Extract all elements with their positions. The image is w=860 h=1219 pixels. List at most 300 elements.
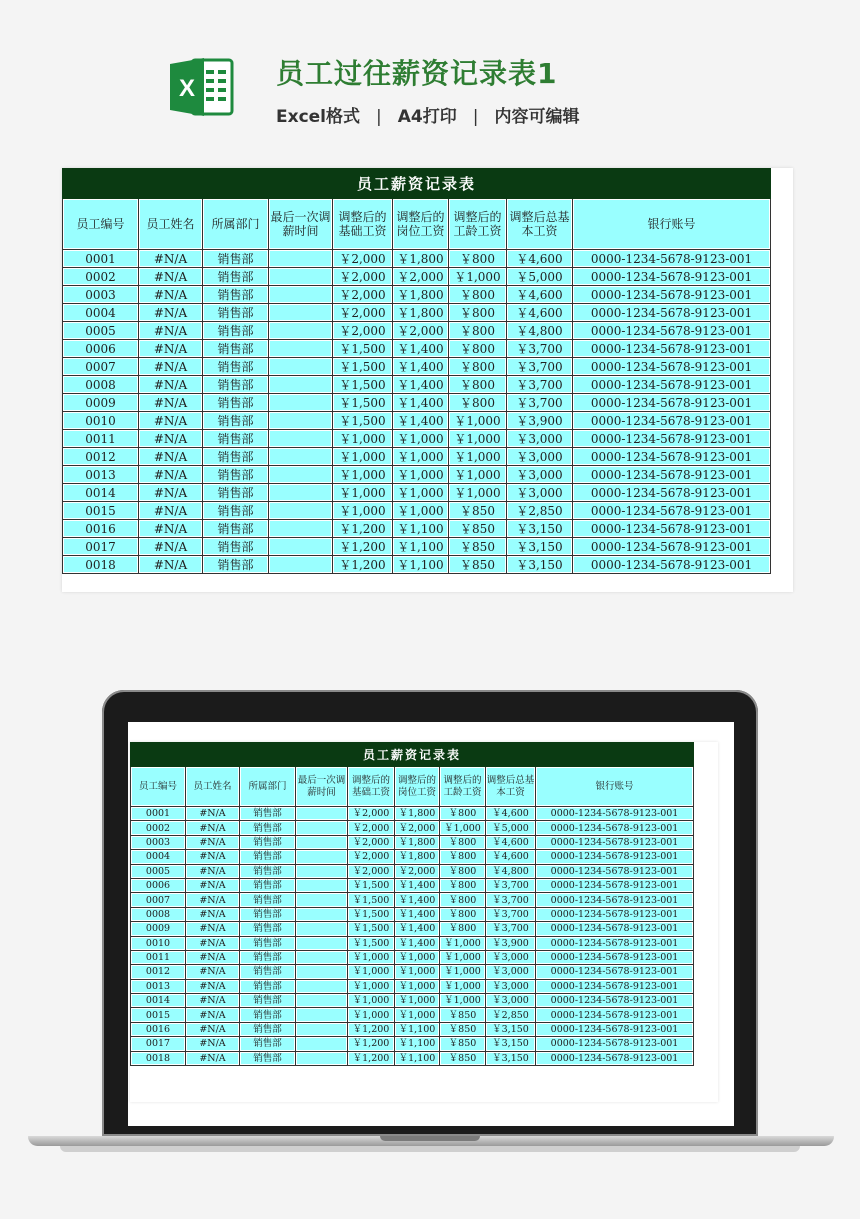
table-cell[interactable]: 销售部 bbox=[203, 304, 269, 322]
table-cell[interactable]: 销售部 bbox=[203, 376, 269, 394]
table-cell[interactable]: ￥3,700 bbox=[507, 340, 573, 358]
table-cell[interactable]: 0009 bbox=[131, 922, 186, 936]
table-cell[interactable]: ￥2,850 bbox=[486, 1008, 536, 1022]
table-cell[interactable]: 0008 bbox=[63, 376, 139, 394]
table-cell[interactable]: 0000-1234-5678-9123-001 bbox=[536, 893, 694, 907]
table-cell[interactable]: ￥1,800 bbox=[393, 304, 449, 322]
table-cell[interactable]: #N/A bbox=[186, 893, 240, 907]
table-cell[interactable]: ￥1,400 bbox=[395, 878, 440, 892]
table-cell[interactable]: ￥2,000 bbox=[333, 250, 393, 268]
table-cell[interactable]: 销售部 bbox=[240, 850, 296, 864]
table-cell[interactable]: 销售部 bbox=[240, 950, 296, 964]
table-cell[interactable]: ￥2,000 bbox=[395, 821, 440, 835]
table-cell[interactable]: #N/A bbox=[139, 268, 203, 286]
table-cell[interactable]: #N/A bbox=[139, 448, 203, 466]
table-cell[interactable]: 销售部 bbox=[240, 936, 296, 950]
table-cell[interactable]: ￥3,150 bbox=[486, 1037, 536, 1051]
table-cell[interactable]: ￥3,900 bbox=[486, 936, 536, 950]
table-cell[interactable]: 0000-1234-5678-9123-001 bbox=[536, 1037, 694, 1051]
table-cell[interactable]: ￥3,150 bbox=[507, 538, 573, 556]
table-cell[interactable]: 销售部 bbox=[240, 1051, 296, 1065]
table-cell[interactable]: 0000-1234-5678-9123-001 bbox=[536, 1022, 694, 1036]
table-cell[interactable]: 0000-1234-5678-9123-001 bbox=[573, 304, 771, 322]
table-cell[interactable]: ￥3,000 bbox=[507, 448, 573, 466]
table-cell[interactable]: 0000-1234-5678-9123-001 bbox=[573, 322, 771, 340]
table-cell[interactable]: 销售部 bbox=[240, 878, 296, 892]
table-cell[interactable]: 0007 bbox=[63, 358, 139, 376]
table-cell[interactable]: #N/A bbox=[139, 502, 203, 520]
table-cell[interactable]: ￥1,200 bbox=[333, 520, 393, 538]
table-cell[interactable]: ￥1,000 bbox=[393, 502, 449, 520]
table-cell[interactable] bbox=[269, 520, 333, 538]
table-cell[interactable]: #N/A bbox=[139, 484, 203, 502]
table-cell[interactable]: ￥1,500 bbox=[333, 394, 393, 412]
table-cell[interactable]: ￥800 bbox=[449, 322, 507, 340]
table-cell[interactable] bbox=[296, 922, 348, 936]
table-cell[interactable]: 0000-1234-5678-9123-001 bbox=[536, 950, 694, 964]
table-cell[interactable]: ￥1,000 bbox=[440, 950, 486, 964]
table-cell[interactable]: #N/A bbox=[186, 922, 240, 936]
table-cell[interactable]: ￥1,000 bbox=[449, 430, 507, 448]
table-cell[interactable]: ￥3,150 bbox=[507, 520, 573, 538]
table-cell[interactable]: ￥3,700 bbox=[507, 358, 573, 376]
table-cell[interactable]: ￥1,000 bbox=[449, 484, 507, 502]
table-cell[interactable]: ￥1,000 bbox=[348, 965, 395, 979]
table-cell[interactable] bbox=[269, 538, 333, 556]
table-cell[interactable]: 0000-1234-5678-9123-001 bbox=[536, 1051, 694, 1065]
table-cell[interactable] bbox=[269, 556, 333, 574]
table-cell[interactable] bbox=[269, 448, 333, 466]
table-cell[interactable]: 0017 bbox=[131, 1037, 186, 1051]
table-cell[interactable]: #N/A bbox=[186, 850, 240, 864]
table-cell[interactable]: 0000-1234-5678-9123-001 bbox=[573, 556, 771, 574]
table-cell[interactable]: 销售部 bbox=[203, 466, 269, 484]
table-cell[interactable]: ￥1,200 bbox=[348, 1022, 395, 1036]
table-cell[interactable]: 0000-1234-5678-9123-001 bbox=[536, 979, 694, 993]
table-cell[interactable]: 0003 bbox=[131, 835, 186, 849]
table-cell[interactable]: 0018 bbox=[63, 556, 139, 574]
table-cell[interactable]: 0000-1234-5678-9123-001 bbox=[536, 807, 694, 821]
table-cell[interactable]: ￥4,600 bbox=[507, 304, 573, 322]
table-cell[interactable] bbox=[296, 850, 348, 864]
table-cell[interactable]: ￥1,000 bbox=[440, 821, 486, 835]
table-cell[interactable]: ￥800 bbox=[440, 850, 486, 864]
table-cell[interactable]: 销售部 bbox=[203, 394, 269, 412]
table-cell[interactable]: ￥1,800 bbox=[395, 807, 440, 821]
table-cell[interactable]: 销售部 bbox=[203, 484, 269, 502]
table-cell[interactable]: ￥1,500 bbox=[348, 936, 395, 950]
table-cell[interactable]: 0015 bbox=[131, 1008, 186, 1022]
table-cell[interactable] bbox=[269, 484, 333, 502]
table-cell[interactable]: ￥800 bbox=[440, 907, 486, 921]
table-cell[interactable]: #N/A bbox=[139, 520, 203, 538]
table-cell[interactable]: ￥1,400 bbox=[395, 893, 440, 907]
table-cell[interactable]: ￥3,000 bbox=[507, 466, 573, 484]
table-cell[interactable]: ￥1,000 bbox=[393, 430, 449, 448]
table-cell[interactable]: 0000-1234-5678-9123-001 bbox=[573, 430, 771, 448]
table-cell[interactable] bbox=[269, 502, 333, 520]
table-cell[interactable]: 销售部 bbox=[203, 412, 269, 430]
table-cell[interactable]: 0015 bbox=[63, 502, 139, 520]
table-cell[interactable]: ￥3,700 bbox=[507, 394, 573, 412]
table-cell[interactable]: #N/A bbox=[186, 907, 240, 921]
table-cell[interactable]: ￥1,500 bbox=[348, 907, 395, 921]
table-cell[interactable]: #N/A bbox=[186, 979, 240, 993]
table-cell[interactable] bbox=[269, 430, 333, 448]
table-cell[interactable]: ￥4,800 bbox=[507, 322, 573, 340]
table-cell[interactable]: 销售部 bbox=[240, 922, 296, 936]
table-cell[interactable]: ￥1,500 bbox=[348, 922, 395, 936]
table-cell[interactable]: ￥5,000 bbox=[507, 268, 573, 286]
table-cell[interactable]: 销售部 bbox=[203, 340, 269, 358]
table-cell[interactable]: ￥1,100 bbox=[393, 556, 449, 574]
table-cell[interactable]: ￥1,000 bbox=[348, 950, 395, 964]
table-cell[interactable] bbox=[296, 835, 348, 849]
table-cell[interactable]: #N/A bbox=[139, 286, 203, 304]
table-cell[interactable]: ￥1,000 bbox=[348, 994, 395, 1008]
table-cell[interactable]: ￥800 bbox=[440, 835, 486, 849]
table-cell[interactable]: ￥800 bbox=[449, 394, 507, 412]
table-cell[interactable]: 0000-1234-5678-9123-001 bbox=[536, 994, 694, 1008]
table-cell[interactable]: ￥4,800 bbox=[486, 864, 536, 878]
table-cell[interactable]: 0001 bbox=[131, 807, 186, 821]
table-cell[interactable] bbox=[269, 268, 333, 286]
table-cell[interactable]: ￥3,900 bbox=[507, 412, 573, 430]
table-cell[interactable]: ￥1,000 bbox=[333, 502, 393, 520]
table-cell[interactable]: #N/A bbox=[139, 250, 203, 268]
table-cell[interactable]: #N/A bbox=[186, 936, 240, 950]
table-cell[interactable]: ￥800 bbox=[449, 304, 507, 322]
table-cell[interactable]: ￥800 bbox=[440, 878, 486, 892]
table-cell[interactable]: 0000-1234-5678-9123-001 bbox=[573, 394, 771, 412]
table-cell[interactable]: ￥1,000 bbox=[395, 950, 440, 964]
table-cell[interactable]: ￥1,000 bbox=[449, 412, 507, 430]
table-cell[interactable]: 销售部 bbox=[203, 538, 269, 556]
table-cell[interactable]: ￥4,600 bbox=[507, 250, 573, 268]
table-cell[interactable]: 0000-1234-5678-9123-001 bbox=[573, 448, 771, 466]
table-cell[interactable]: #N/A bbox=[186, 1051, 240, 1065]
table-cell[interactable] bbox=[269, 466, 333, 484]
table-cell[interactable]: ￥2,000 bbox=[395, 864, 440, 878]
table-cell[interactable]: 0008 bbox=[131, 907, 186, 921]
table-cell[interactable] bbox=[269, 358, 333, 376]
table-cell[interactable]: 销售部 bbox=[203, 268, 269, 286]
table-cell[interactable]: ￥850 bbox=[440, 1008, 486, 1022]
table-cell[interactable]: ￥1,100 bbox=[393, 538, 449, 556]
table-cell[interactable]: ￥850 bbox=[449, 520, 507, 538]
table-cell[interactable]: 0000-1234-5678-9123-001 bbox=[536, 1008, 694, 1022]
table-cell[interactable]: 销售部 bbox=[203, 322, 269, 340]
table-cell[interactable]: 0000-1234-5678-9123-001 bbox=[536, 821, 694, 835]
table-cell[interactable] bbox=[296, 893, 348, 907]
table-cell[interactable]: ￥2,000 bbox=[333, 268, 393, 286]
table-cell[interactable]: ￥850 bbox=[449, 538, 507, 556]
table-cell[interactable]: ￥1,500 bbox=[348, 893, 395, 907]
table-cell[interactable] bbox=[269, 340, 333, 358]
table-cell[interactable]: ￥1,200 bbox=[348, 1051, 395, 1065]
table-cell[interactable]: ￥1,000 bbox=[449, 448, 507, 466]
table-cell[interactable] bbox=[296, 936, 348, 950]
table-cell[interactable]: 0007 bbox=[131, 893, 186, 907]
table-cell[interactable] bbox=[296, 965, 348, 979]
table-cell[interactable]: ￥1,400 bbox=[393, 376, 449, 394]
table-cell[interactable]: 销售部 bbox=[240, 807, 296, 821]
table-cell[interactable]: 0013 bbox=[63, 466, 139, 484]
table-cell[interactable]: 0003 bbox=[63, 286, 139, 304]
table-cell[interactable]: ￥800 bbox=[440, 864, 486, 878]
table-cell[interactable]: 0009 bbox=[63, 394, 139, 412]
table-cell[interactable] bbox=[296, 994, 348, 1008]
table-cell[interactable]: ￥3,700 bbox=[486, 907, 536, 921]
table-cell[interactable]: 销售部 bbox=[203, 250, 269, 268]
table-cell[interactable]: ￥1,100 bbox=[395, 1022, 440, 1036]
table-cell[interactable]: 销售部 bbox=[240, 1037, 296, 1051]
table-cell[interactable]: ￥3,000 bbox=[486, 950, 536, 964]
table-cell[interactable]: 销售部 bbox=[240, 1022, 296, 1036]
table-cell[interactable]: ￥2,000 bbox=[333, 304, 393, 322]
table-cell[interactable]: 销售部 bbox=[240, 994, 296, 1008]
table-cell[interactable]: ￥2,000 bbox=[333, 286, 393, 304]
table-cell[interactable]: ￥2,000 bbox=[348, 850, 395, 864]
table-cell[interactable]: 0000-1234-5678-9123-001 bbox=[536, 922, 694, 936]
table-cell[interactable]: ￥2,000 bbox=[348, 807, 395, 821]
table-cell[interactable]: ￥4,600 bbox=[486, 807, 536, 821]
table-cell[interactable] bbox=[296, 907, 348, 921]
table-cell[interactable]: ￥1,500 bbox=[333, 358, 393, 376]
table-cell[interactable]: ￥1,500 bbox=[333, 340, 393, 358]
table-cell[interactable]: 0011 bbox=[131, 950, 186, 964]
table-cell[interactable]: 0016 bbox=[63, 520, 139, 538]
table-cell[interactable]: ￥2,000 bbox=[333, 322, 393, 340]
table-cell[interactable]: ￥1,000 bbox=[348, 1008, 395, 1022]
table-cell[interactable]: 0000-1234-5678-9123-001 bbox=[573, 484, 771, 502]
table-cell[interactable] bbox=[296, 864, 348, 878]
table-cell[interactable]: ￥1,400 bbox=[395, 936, 440, 950]
table-cell[interactable]: 0000-1234-5678-9123-001 bbox=[536, 878, 694, 892]
table-cell[interactable]: ￥1,800 bbox=[393, 286, 449, 304]
table-cell[interactable]: 0000-1234-5678-9123-001 bbox=[573, 286, 771, 304]
table-cell[interactable] bbox=[269, 376, 333, 394]
table-cell[interactable]: #N/A bbox=[186, 864, 240, 878]
table-cell[interactable]: 0006 bbox=[63, 340, 139, 358]
table-cell[interactable]: 0005 bbox=[131, 864, 186, 878]
table-cell[interactable]: ￥1,500 bbox=[348, 878, 395, 892]
table-cell[interactable]: 0001 bbox=[63, 250, 139, 268]
table-cell[interactable] bbox=[296, 807, 348, 821]
table-cell[interactable]: #N/A bbox=[186, 821, 240, 835]
table-cell[interactable]: 0000-1234-5678-9123-001 bbox=[536, 965, 694, 979]
table-cell[interactable]: 0005 bbox=[63, 322, 139, 340]
table-cell[interactable]: ￥4,600 bbox=[486, 850, 536, 864]
table-cell[interactable] bbox=[296, 821, 348, 835]
table-cell[interactable]: ￥3,150 bbox=[486, 1051, 536, 1065]
table-cell[interactable]: ￥3,700 bbox=[486, 893, 536, 907]
table-cell[interactable]: #N/A bbox=[139, 340, 203, 358]
table-cell[interactable]: ￥1,800 bbox=[393, 250, 449, 268]
table-cell[interactable]: 0000-1234-5678-9123-001 bbox=[536, 850, 694, 864]
table-cell[interactable]: ￥850 bbox=[440, 1022, 486, 1036]
table-cell[interactable]: 0000-1234-5678-9123-001 bbox=[573, 520, 771, 538]
table-cell[interactable] bbox=[296, 950, 348, 964]
table-cell[interactable]: ￥800 bbox=[440, 922, 486, 936]
table-cell[interactable]: ￥1,200 bbox=[348, 1037, 395, 1051]
table-cell[interactable]: 0013 bbox=[131, 979, 186, 993]
table-cell[interactable]: #N/A bbox=[186, 965, 240, 979]
table-cell[interactable] bbox=[296, 979, 348, 993]
table-cell[interactable]: ￥1,000 bbox=[333, 484, 393, 502]
table-cell[interactable]: #N/A bbox=[139, 412, 203, 430]
table-cell[interactable] bbox=[296, 1051, 348, 1065]
table-cell[interactable]: 销售部 bbox=[240, 979, 296, 993]
table-cell[interactable]: 0004 bbox=[131, 850, 186, 864]
table-cell[interactable]: 0017 bbox=[63, 538, 139, 556]
table-cell[interactable]: 0000-1234-5678-9123-001 bbox=[573, 412, 771, 430]
table-cell[interactable]: 0000-1234-5678-9123-001 bbox=[573, 466, 771, 484]
table-cell[interactable]: ￥1,000 bbox=[333, 466, 393, 484]
table-cell[interactable]: ￥800 bbox=[449, 250, 507, 268]
table-cell[interactable]: 0000-1234-5678-9123-001 bbox=[536, 936, 694, 950]
table-cell[interactable]: #N/A bbox=[186, 835, 240, 849]
table-cell[interactable]: 0012 bbox=[131, 965, 186, 979]
table-cell[interactable]: ￥1,100 bbox=[395, 1037, 440, 1051]
table-cell[interactable]: ￥1,000 bbox=[333, 430, 393, 448]
table-cell[interactable]: #N/A bbox=[139, 466, 203, 484]
table-cell[interactable]: ￥1,200 bbox=[333, 538, 393, 556]
table-cell[interactable] bbox=[296, 1037, 348, 1051]
table-cell[interactable]: ￥1,400 bbox=[395, 907, 440, 921]
table-cell[interactable]: ￥800 bbox=[440, 807, 486, 821]
table-cell[interactable]: 销售部 bbox=[203, 448, 269, 466]
table-cell[interactable]: #N/A bbox=[186, 878, 240, 892]
table-cell[interactable]: 销售部 bbox=[203, 556, 269, 574]
table-cell[interactable]: ￥850 bbox=[449, 502, 507, 520]
table-cell[interactable]: ￥1,000 bbox=[393, 484, 449, 502]
table-cell[interactable]: 0014 bbox=[63, 484, 139, 502]
table-cell[interactable]: ￥850 bbox=[440, 1037, 486, 1051]
table-cell[interactable]: ￥3,700 bbox=[507, 376, 573, 394]
table-cell[interactable]: #N/A bbox=[139, 394, 203, 412]
table-cell[interactable]: 销售部 bbox=[203, 520, 269, 538]
table-cell[interactable]: 0000-1234-5678-9123-001 bbox=[573, 502, 771, 520]
table-cell[interactable]: #N/A bbox=[139, 430, 203, 448]
table-cell[interactable]: #N/A bbox=[186, 994, 240, 1008]
table-cell[interactable]: ￥3,000 bbox=[507, 484, 573, 502]
table-cell[interactable]: 销售部 bbox=[240, 864, 296, 878]
table-cell[interactable] bbox=[269, 322, 333, 340]
table-cell[interactable]: ￥800 bbox=[449, 358, 507, 376]
table-cell[interactable]: ￥3,000 bbox=[486, 979, 536, 993]
table-cell[interactable]: 0000-1234-5678-9123-001 bbox=[573, 358, 771, 376]
table-cell[interactable]: ￥3,150 bbox=[486, 1022, 536, 1036]
table-cell[interactable]: ￥1,000 bbox=[440, 936, 486, 950]
table-cell[interactable]: ￥2,000 bbox=[348, 821, 395, 835]
table-cell[interactable]: 销售部 bbox=[240, 907, 296, 921]
table-cell[interactable]: 0010 bbox=[63, 412, 139, 430]
table-cell[interactable]: #N/A bbox=[186, 1037, 240, 1051]
table-cell[interactable] bbox=[269, 394, 333, 412]
table-cell[interactable]: ￥1,000 bbox=[449, 268, 507, 286]
table-cell[interactable]: ￥800 bbox=[449, 340, 507, 358]
table-cell[interactable]: 0002 bbox=[63, 268, 139, 286]
table-cell[interactable]: #N/A bbox=[139, 538, 203, 556]
table-cell[interactable]: 销售部 bbox=[240, 835, 296, 849]
table-cell[interactable]: #N/A bbox=[139, 556, 203, 574]
table-cell[interactable]: ￥1,000 bbox=[393, 448, 449, 466]
table-cell[interactable]: #N/A bbox=[139, 304, 203, 322]
table-cell[interactable]: 0006 bbox=[131, 878, 186, 892]
table-cell[interactable]: ￥2,000 bbox=[348, 835, 395, 849]
table-cell[interactable]: ￥2,000 bbox=[393, 322, 449, 340]
table-cell[interactable]: 0000-1234-5678-9123-001 bbox=[573, 250, 771, 268]
table-cell[interactable]: ￥800 bbox=[440, 893, 486, 907]
table-cell[interactable]: 0000-1234-5678-9123-001 bbox=[573, 268, 771, 286]
table-cell[interactable]: 0000-1234-5678-9123-001 bbox=[536, 907, 694, 921]
table-cell[interactable]: ￥850 bbox=[440, 1051, 486, 1065]
table-cell[interactable]: ￥3,700 bbox=[486, 922, 536, 936]
table-cell[interactable]: 0014 bbox=[131, 994, 186, 1008]
table-cell[interactable]: ￥1,000 bbox=[395, 994, 440, 1008]
table-cell[interactable]: ￥3,150 bbox=[507, 556, 573, 574]
table-cell[interactable]: ￥1,000 bbox=[395, 1008, 440, 1022]
table-cell[interactable]: 0012 bbox=[63, 448, 139, 466]
table-cell[interactable] bbox=[296, 1008, 348, 1022]
table-cell[interactable]: ￥1,000 bbox=[440, 979, 486, 993]
table-cell[interactable]: ￥1,500 bbox=[333, 376, 393, 394]
table-cell[interactable]: #N/A bbox=[139, 322, 203, 340]
table-cell[interactable]: ￥3,000 bbox=[486, 965, 536, 979]
table-cell[interactable]: 销售部 bbox=[240, 893, 296, 907]
table-cell[interactable]: ￥1,800 bbox=[395, 850, 440, 864]
table-cell[interactable]: ￥1,000 bbox=[395, 979, 440, 993]
table-cell[interactable]: ￥1,000 bbox=[395, 965, 440, 979]
table-cell[interactable]: ￥1,500 bbox=[333, 412, 393, 430]
table-cell[interactable] bbox=[269, 286, 333, 304]
table-cell[interactable]: ￥2,000 bbox=[393, 268, 449, 286]
table-cell[interactable]: ￥1,400 bbox=[395, 922, 440, 936]
table-cell[interactable]: ￥800 bbox=[449, 376, 507, 394]
table-cell[interactable]: ￥5,000 bbox=[486, 821, 536, 835]
table-cell[interactable]: 销售部 bbox=[203, 502, 269, 520]
table-cell[interactable]: ￥1,000 bbox=[440, 965, 486, 979]
table-cell[interactable]: 0011 bbox=[63, 430, 139, 448]
table-cell[interactable]: ￥1,400 bbox=[393, 340, 449, 358]
table-cell[interactable]: ￥850 bbox=[449, 556, 507, 574]
table-cell[interactable]: 0016 bbox=[131, 1022, 186, 1036]
table-cell[interactable]: ￥1,000 bbox=[393, 466, 449, 484]
table-cell[interactable]: 销售部 bbox=[203, 430, 269, 448]
table-cell[interactable]: ￥2,000 bbox=[348, 864, 395, 878]
table-cell[interactable]: 0000-1234-5678-9123-001 bbox=[573, 376, 771, 394]
table-cell[interactable]: 0002 bbox=[131, 821, 186, 835]
table-cell[interactable]: ￥4,600 bbox=[507, 286, 573, 304]
table-cell[interactable]: ￥2,850 bbox=[507, 502, 573, 520]
table-cell[interactable]: #N/A bbox=[186, 1022, 240, 1036]
table-cell[interactable]: 销售部 bbox=[240, 965, 296, 979]
table-cell[interactable]: ￥3,700 bbox=[486, 878, 536, 892]
table-cell[interactable]: 0010 bbox=[131, 936, 186, 950]
table-cell[interactable]: ￥1,400 bbox=[393, 412, 449, 430]
table-cell[interactable] bbox=[269, 250, 333, 268]
table-cell[interactable]: ￥1,200 bbox=[333, 556, 393, 574]
table-cell[interactable]: ￥1,100 bbox=[393, 520, 449, 538]
table-cell[interactable]: ￥4,600 bbox=[486, 835, 536, 849]
table-cell[interactable]: ￥1,400 bbox=[393, 358, 449, 376]
table-cell[interactable]: 0018 bbox=[131, 1051, 186, 1065]
table-cell[interactable]: 0000-1234-5678-9123-001 bbox=[573, 340, 771, 358]
table-cell[interactable]: #N/A bbox=[186, 950, 240, 964]
table-cell[interactable]: 0000-1234-5678-9123-001 bbox=[536, 864, 694, 878]
table-cell[interactable]: 销售部 bbox=[240, 1008, 296, 1022]
